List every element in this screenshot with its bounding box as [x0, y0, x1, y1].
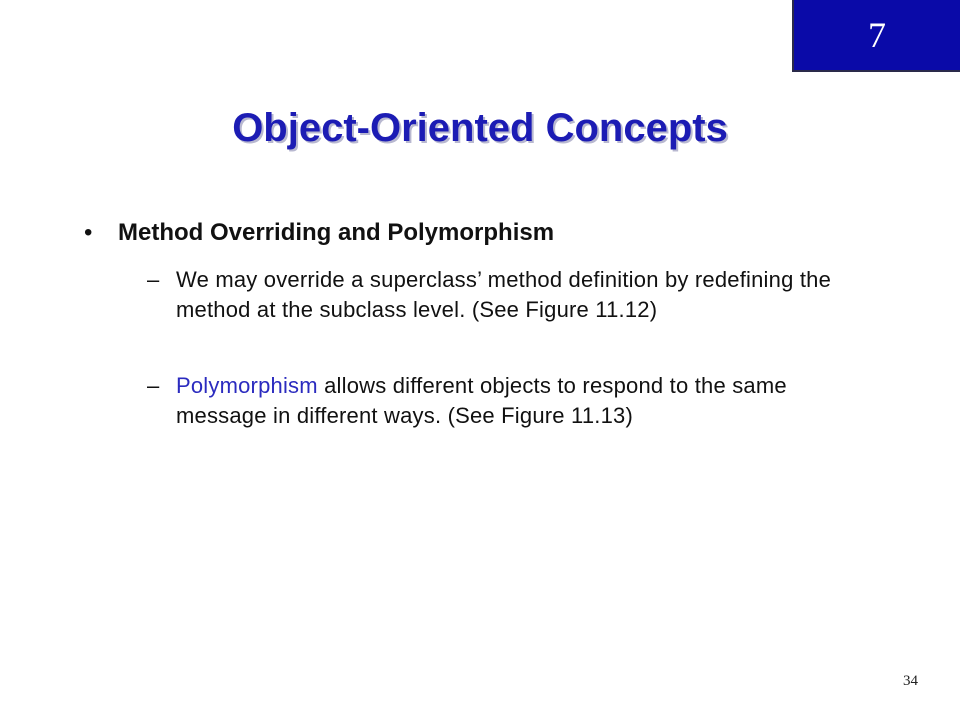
sub-item-overriding	[147, 265, 837, 325]
chapter-number: 7	[868, 15, 886, 55]
bullet-heading: Method Overriding and Polymorphism	[118, 219, 555, 246]
chapter-badge	[792, 0, 960, 72]
sub-item-text: We may override a superclass’ method definition by redefining the method at the subclass level. (See Figure 11.12)	[176, 267, 832, 322]
highlighted-term: Polymorphism	[176, 373, 318, 398]
slide-body	[84, 215, 884, 431]
sub-item-text	[176, 371, 837, 431]
slide-title: Object-Oriented Concepts	[232, 106, 728, 150]
page-number: 34	[903, 673, 918, 689]
bullet-item	[84, 215, 884, 251]
dash-marker: –	[147, 373, 160, 398]
sub-item-text-rest: allows different objects to respond to the same message in different ways. (See Figure 11.13)	[176, 373, 787, 428]
sub-item-polymorphism	[147, 371, 837, 431]
bullet-marker: •	[84, 219, 93, 246]
dash-marker: –	[147, 267, 160, 292]
